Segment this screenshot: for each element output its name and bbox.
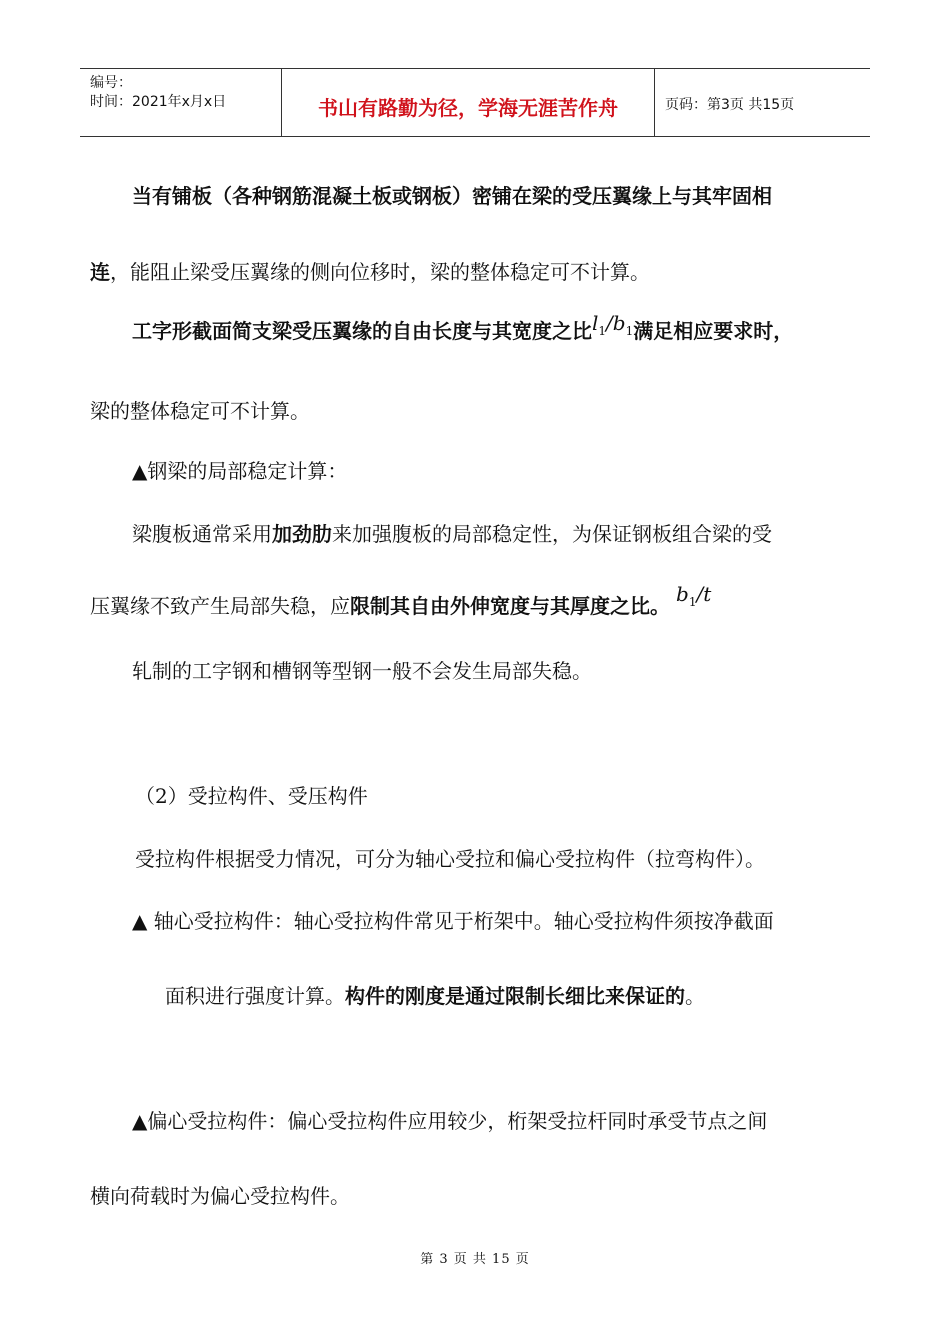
width-thickness-bold: 限制其自由外伸宽度与其厚度之比。	[350, 594, 670, 618]
paragraph-2-line-1	[132, 311, 794, 346]
paragraph-2-text-a: 工字形截面简支梁受压翼缘的自由长度与其宽度之比	[132, 319, 592, 343]
local-stability-title	[132, 455, 347, 484]
serial-label: 编号：	[90, 75, 132, 91]
axial-tension-line-2: 面积进行强度计算。构件的刚度是通过限制长细比来保证的。	[165, 984, 705, 1008]
section-2-title: （2）受拉构件、受压构件	[135, 784, 368, 808]
axial-tension-line-1: ▲ 轴心受拉构件：轴心受拉构件常见于桁架中。轴心受拉构件须按净截面	[132, 909, 774, 933]
header-bottom-rule	[80, 136, 870, 137]
paragraph-3-line-2: 压翼缘不致产生局部失稳，应限制其自由外伸宽度与其厚度之比。 $b_1/t$	[90, 582, 712, 618]
paragraph-1-line-2-text: ，能阻止梁受压翼缘的侧向位移时，梁的整体稳定可不计算。	[110, 260, 650, 284]
ratio-l1-b1-formula: $l_1/b_1$	[592, 311, 634, 338]
eccentric-tension-line-2: 横向荷载时为偏心受拉构件。	[90, 1184, 350, 1208]
paragraph-1-bold-start: 连	[90, 260, 110, 284]
stiffness-bold: 构件的刚度是通过限制长细比来保证的	[345, 984, 685, 1008]
paragraph-2-text-b: 满足相应要求时，	[633, 319, 794, 343]
ratio-b1-t-formula: $b_1/t$	[676, 582, 712, 609]
page-info: 页码：第3页 共15页	[665, 97, 795, 113]
paragraph-1-line-2	[90, 256, 650, 285]
stiffener-bold: 加劲肋	[272, 522, 332, 546]
paragraph-1-line-1: 当有铺板（各种钢筋混凝土板或钢板）密铺在梁的受压翼缘上与其牢固相	[132, 184, 772, 208]
paragraph-5: 受拉构件根据受力情况，可分为轴心受拉和偏心受拉构件（拉弯构件）。	[135, 847, 765, 871]
time-label: 时间：2021年x月x日	[90, 94, 227, 110]
triangle-bullet-icon: ▲	[132, 459, 148, 483]
motto: 书山有路勤为径，学海无涯苦作舟	[318, 96, 618, 120]
local-stability-title-text: 钢梁的局部稳定计算：	[147, 459, 348, 483]
triangle-bullet-icon: ▲	[132, 909, 148, 933]
paragraph-4: 轧制的工字钢和槽钢等型钢一般不会发生局部失稳。	[132, 659, 592, 683]
paragraph-2-line-2: 梁的整体稳定可不计算。	[90, 399, 310, 423]
header-divider-2	[654, 68, 655, 137]
page-footer: 第 3 页 共 15 页	[420, 1252, 530, 1267]
header-top-rule	[80, 68, 870, 69]
paragraph-3-line-1: 梁腹板通常采用加劲肋来加强腹板的局部稳定性，为保证钢板组合梁的受	[132, 522, 772, 546]
eccentric-tension-line-1: ▲偏心受拉构件：偏心受拉构件应用较少，桁架受拉杆同时承受节点之间	[132, 1109, 768, 1133]
triangle-bullet-icon: ▲	[132, 1109, 148, 1133]
